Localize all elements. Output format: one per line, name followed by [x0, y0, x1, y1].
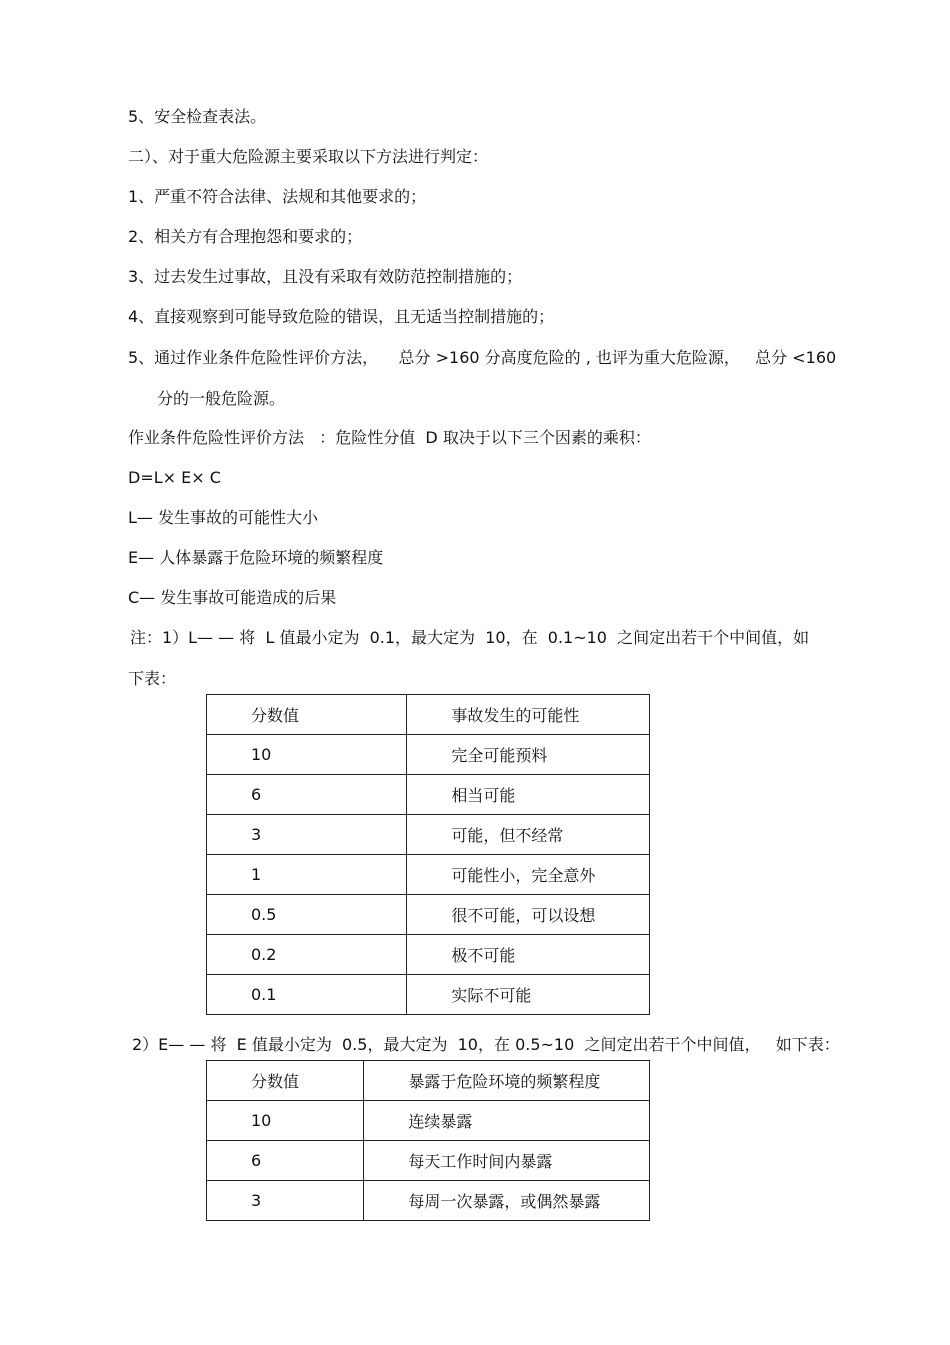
- text-line: 下表：: [128, 669, 177, 688]
- text-line: 作业条件危险性评价方法 ：危险性分值 D 取决于以下三个因素的乘积：: [128, 428, 651, 447]
- note-line: 2）E— — 将 E 值最小定为 0.5，最大定为 10，在 0.5~10 之间定出若干个中间值， 如下表：: [132, 1035, 840, 1054]
- table-row: [207, 935, 650, 975]
- text-line: 4、直接观察到可能导致危险的错误，且无适当控制措施的；: [128, 307, 555, 326]
- table-header-row: [207, 1061, 650, 1101]
- text-line: 分的一般危险源。: [157, 389, 286, 408]
- table-header-cell: 分数值: [207, 695, 407, 735]
- table-cell: 每周一次暴露，或偶然暴露: [364, 1181, 650, 1221]
- table-header-cell: 事故发生的可能性: [407, 695, 650, 735]
- table-row: [207, 855, 650, 895]
- text-line: 二）、对于重大危险源主要采取以下方法进行判定：: [128, 147, 489, 166]
- table-header-cell: 暴露于危险环境的频繁程度: [364, 1061, 650, 1101]
- table-cell: 极不可能: [407, 935, 650, 975]
- table-row: [207, 975, 650, 1015]
- text-line: 5、安全检查表法。: [128, 107, 267, 126]
- table-cell: 3: [207, 815, 407, 855]
- table-cell: 可能，但不经常: [407, 815, 650, 855]
- table-cell: 很不可能，可以设想: [407, 895, 650, 935]
- text-line: E— 人体暴露于危险环境的频繁程度: [128, 548, 384, 567]
- table-row: [207, 815, 650, 855]
- note-line: 注：1）L— — 将 L 值最小定为 0.1，最大定为 10，在 0.1~10 之间定出若干个中间值，如: [130, 628, 810, 647]
- table-cell: 1: [207, 855, 407, 895]
- table-header-row: [207, 695, 650, 735]
- table-row: [207, 775, 650, 815]
- table-row: [207, 1141, 650, 1181]
- table-cell: 10: [207, 1101, 364, 1141]
- table-cell: 相当可能: [407, 775, 650, 815]
- table-cell: 可能性小，完全意外: [407, 855, 650, 895]
- table-row: [207, 1101, 650, 1141]
- table-cell: 完全可能预料: [407, 735, 650, 775]
- formula-line: D=L× E× C: [128, 468, 221, 487]
- l-value-table: [206, 694, 650, 1015]
- table-cell: 0.5: [207, 895, 407, 935]
- text-line: 2、相关方有合理抱怨和要求的；: [128, 227, 363, 246]
- table-cell: 3: [207, 1181, 364, 1221]
- table-row: [207, 1181, 650, 1221]
- table-header-cell: 分数值: [207, 1061, 364, 1101]
- table-cell: 连续暴露: [364, 1101, 650, 1141]
- text-line: C— 发生事故可能造成的后果: [128, 588, 337, 607]
- text-line: 1、严重不符合法律、法规和其他要求的；: [128, 187, 427, 206]
- table-cell: 实际不可能: [407, 975, 650, 1015]
- text-line: L— 发生事故的可能性大小: [128, 508, 319, 527]
- table-cell: 6: [207, 1141, 364, 1181]
- table-row: [207, 895, 650, 935]
- text-line: 3、过去发生过事故，且没有采取有效防范控制措施的；: [128, 267, 523, 286]
- text-line: 5、通过作业条件危险性评价方法， 总分 >160 分高度危险的 , 也评为重大危险源， 总分 <160: [128, 348, 837, 367]
- table-cell: 0.1: [207, 975, 407, 1015]
- table-row: [207, 735, 650, 775]
- table-cell: 每天工作时间内暴露: [364, 1141, 650, 1181]
- table-cell: 0.2: [207, 935, 407, 975]
- table-cell: 6: [207, 775, 407, 815]
- e-value-table: [206, 1060, 650, 1221]
- table-cell: 10: [207, 735, 407, 775]
